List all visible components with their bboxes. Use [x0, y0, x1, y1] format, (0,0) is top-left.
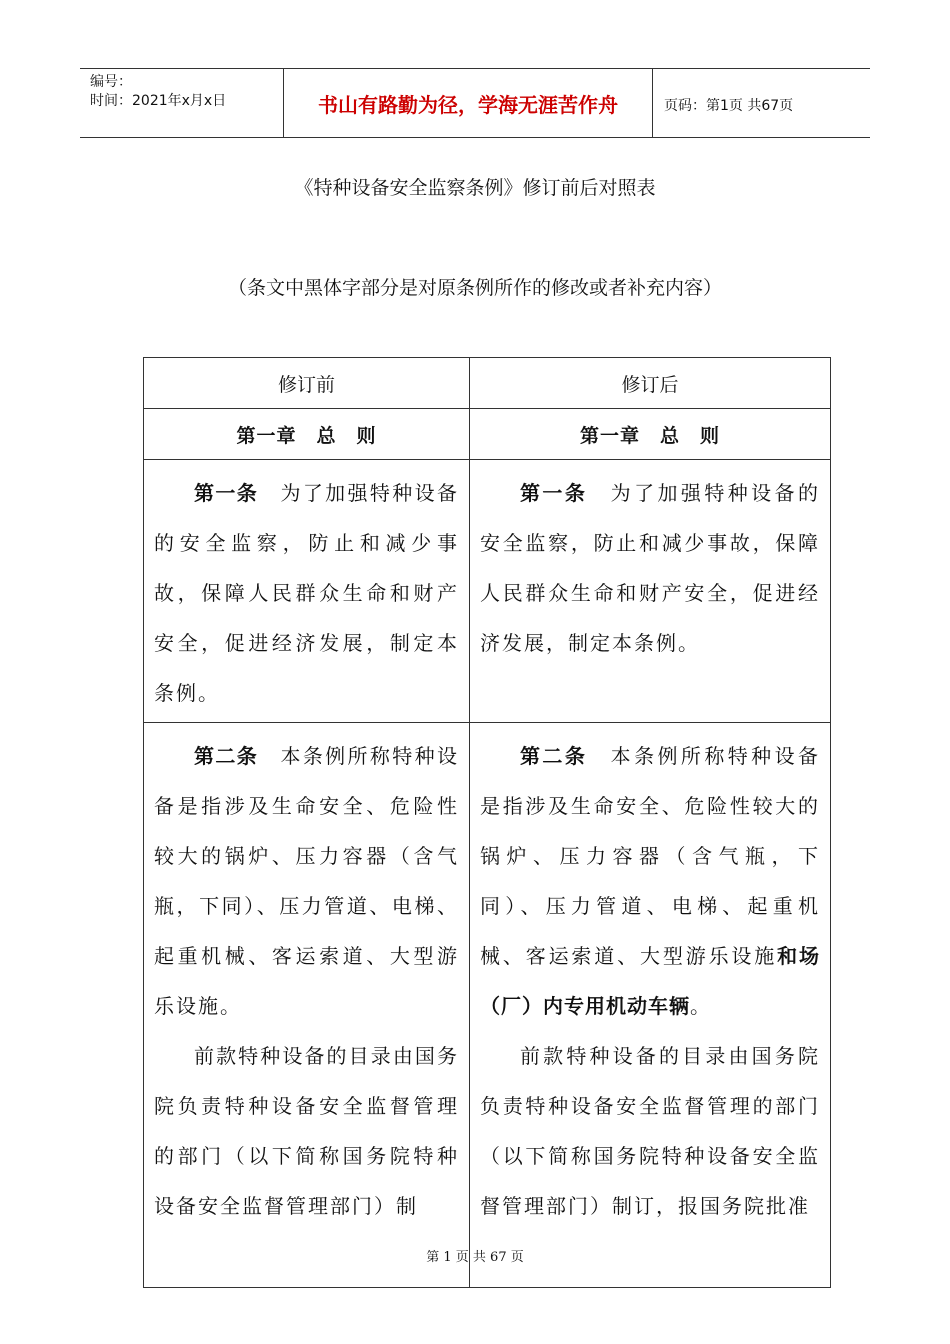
- article-paragraph: [154, 468, 459, 718]
- article2-before: [144, 723, 470, 1288]
- article1-after: [470, 460, 831, 723]
- article-text-end: 。: [690, 994, 712, 1018]
- article-paragraph: [480, 731, 820, 1031]
- chapter-after: 第一章 总 则: [470, 409, 831, 460]
- header-page-info: 页码：第1页 共67页: [664, 98, 794, 114]
- table-row: [144, 460, 831, 723]
- article-text: 本条例所称特种设备是指涉及生命安全、危险性较大的锅炉、压力容器（含气瓶，下同）、压力管道、电梯、起重机械、客运索道、大型游乐设施: [480, 744, 820, 968]
- chapter-row: [144, 409, 831, 460]
- header-divider: [652, 69, 653, 137]
- article-paragraph: [154, 731, 459, 1031]
- column-header-after: 修订后: [470, 358, 831, 409]
- document-subtitle: （条文中黑体字部分是对原条例所作的修改或者补充内容）: [227, 277, 722, 299]
- page-footer: 第 1 页 共 67 页: [426, 1250, 524, 1265]
- article-text: 本条例所称特种设备是指涉及生命安全、危险性较大的锅炉、压力容器（含气瓶，下同）、压力管道、电梯、起重机械、客运索道、大型游乐设施。: [154, 744, 460, 1018]
- article1-before: [144, 460, 470, 723]
- article-text: 为了加强特种设备的安全监察，防止和减少事故，保障人民群众生命和财产安全，促进经济发展，制定本条例。: [480, 481, 820, 655]
- table-header-row: [144, 358, 831, 409]
- header-motto: 书山有路勤为径，学海无涯苦作舟: [318, 93, 618, 117]
- article-text: 为了加强特种设备的安全监察，防止和减少事故，保障人民群众生命和财产安全，促进经济发展，制定本条例。: [154, 481, 460, 705]
- chapter-before: 第一章 总 则: [144, 409, 470, 460]
- number-label: 编号：: [90, 74, 132, 90]
- column-header-before: 修订前: [144, 358, 470, 409]
- article-paragraph: 前款特种设备的目录由国务院负责特种设备安全监督管理的部门（以下简称国务院特种设备安全监督管理部门）制: [154, 1044, 459, 1218]
- article-label: 第二条: [520, 744, 588, 768]
- article-label: 第一条: [520, 481, 588, 505]
- page-header: [80, 68, 870, 138]
- article2-after: [470, 723, 831, 1288]
- table-row: [144, 723, 831, 1288]
- document-title: 《特种设备安全监察条例》修订前后对照表: [294, 177, 656, 199]
- article-paragraph: 前款特种设备的目录由国务院负责特种设备安全监督管理的部门（以下简称国务院特种设备安全监督管理部门）制订，报国务院批准: [480, 1044, 820, 1218]
- article-label: 第一条: [194, 481, 259, 505]
- article-label: 第二条: [194, 744, 259, 768]
- amended-text: 和场（厂）内专用机动车辆: [480, 944, 821, 1018]
- header-meta: [90, 73, 226, 111]
- article-paragraph: [480, 468, 820, 668]
- time-label: 时间：2021年x月x日: [90, 93, 227, 109]
- comparison-table: [143, 357, 831, 1288]
